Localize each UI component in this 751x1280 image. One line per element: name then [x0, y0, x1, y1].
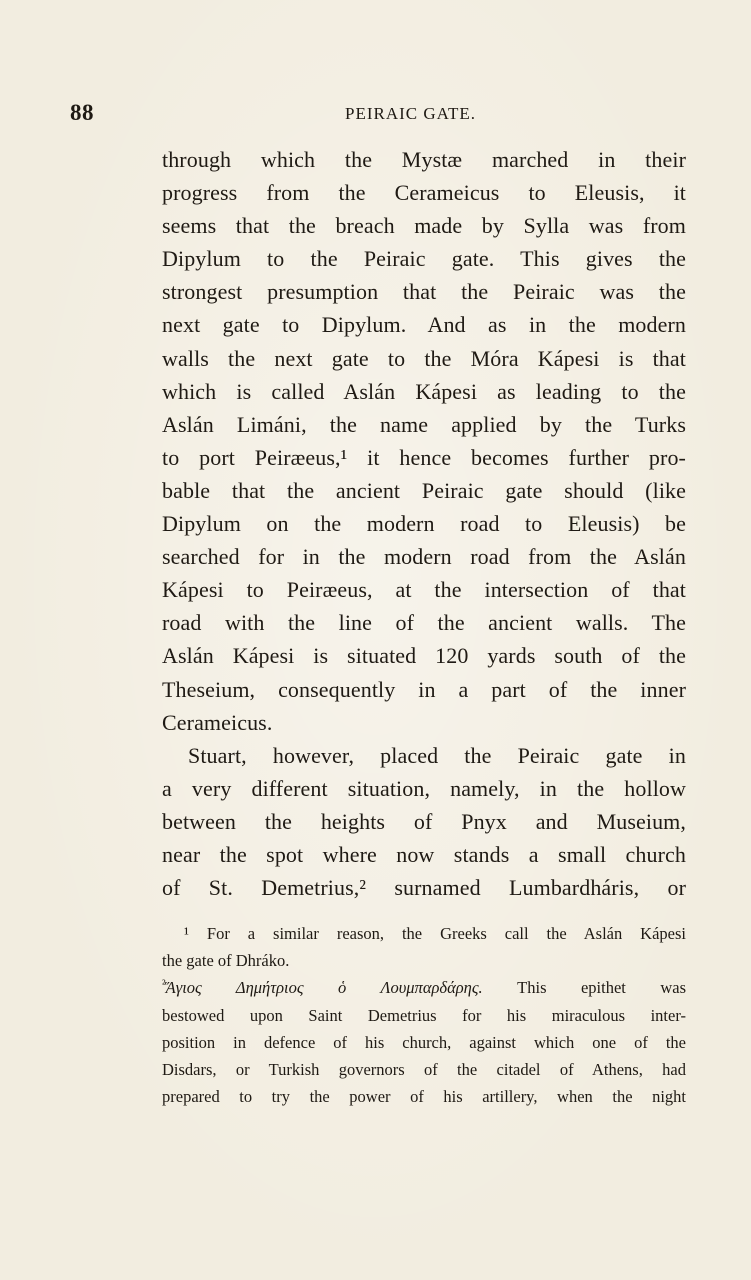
footnotes: [162, 920, 686, 1110]
text-line: seems that the breach made by Sylla was from: [162, 213, 686, 239]
footnote-1-line: the gate of Dhráko.: [162, 951, 290, 971]
text-line: searched for in the modern road from the Aslán: [162, 544, 686, 570]
text-line: to port Peiræeus,¹ it hence becomes further pro-: [162, 444, 686, 470]
text-line: Dipylum to the Peiraic gate. This gives the: [162, 246, 686, 272]
footnote-2-greek: Ἅγιος Δημήτριος ὁ Λουμπαρδάρης.: [165, 978, 483, 998]
text-line: which is called Aslán Kápesi as leading to the: [162, 378, 686, 404]
footnote-2-line: [162, 974, 686, 1001]
footnote-2-line: prepared to try the power of his artillery, when the night: [162, 1087, 686, 1107]
text-line: walls the next gate to the Móra Kápesi is that: [162, 345, 686, 371]
text-line: near the spot where now stands a small church: [162, 841, 686, 867]
text-line: Stuart, however, placed the Peiraic gate in: [188, 742, 686, 768]
running-title: PEIRAIC GATE.: [345, 104, 477, 123]
text-line: Dipylum on the modern road to Eleusis) be: [162, 511, 686, 537]
text-line: progress from the Cerameicus to Eleusis, it: [162, 180, 686, 206]
body-text: [162, 143, 686, 904]
page-header: [0, 100, 751, 130]
text-line: Cerameicus.: [162, 709, 273, 735]
text-line: next gate to Dipylum. And as in the modern: [162, 312, 686, 338]
footnote-2-line: bestowed upon Saint Demetrius for his miraculous inter-: [162, 1005, 686, 1025]
text-line: between the heights of Pnyx and Museium,: [162, 808, 686, 834]
text-line: road with the line of the ancient walls. The: [162, 610, 686, 636]
text-line: of St. Demetrius,² surnamed Lumbardháris, or: [162, 875, 686, 901]
footnote-2-marker: ²: [162, 977, 166, 992]
text-line: Theseium, consequently in a part of the inner: [162, 676, 686, 702]
text-line: Aslán Kápesi is situated 120 yards south of the: [162, 643, 686, 669]
text-line: Kápesi to Peiræeus, at the intersection of that: [162, 577, 686, 603]
page-number: 88: [70, 100, 94, 125]
text-line: strongest presumption that the Peiraic was the: [162, 279, 686, 305]
footnote-2-line: position in defence of his church, against which one of the: [162, 1032, 686, 1052]
text-line: a very different situation, namely, in the hollow: [162, 775, 686, 801]
text-line: bable that the ancient Peiraic gate should (like: [162, 477, 686, 503]
text-line: Aslán Limáni, the name applied by the Turks: [162, 411, 686, 437]
text-line: through which the Mystæ marched in their: [162, 147, 686, 172]
footnote-2-text: This epithet was: [517, 978, 686, 998]
footnote-2-line: Disdars, or Turkish governors of the citadel of Athens, had: [162, 1059, 686, 1079]
footnote-1-line: ¹ For a similar reason, the Greeks call the Aslán Kápesi: [184, 924, 686, 943]
